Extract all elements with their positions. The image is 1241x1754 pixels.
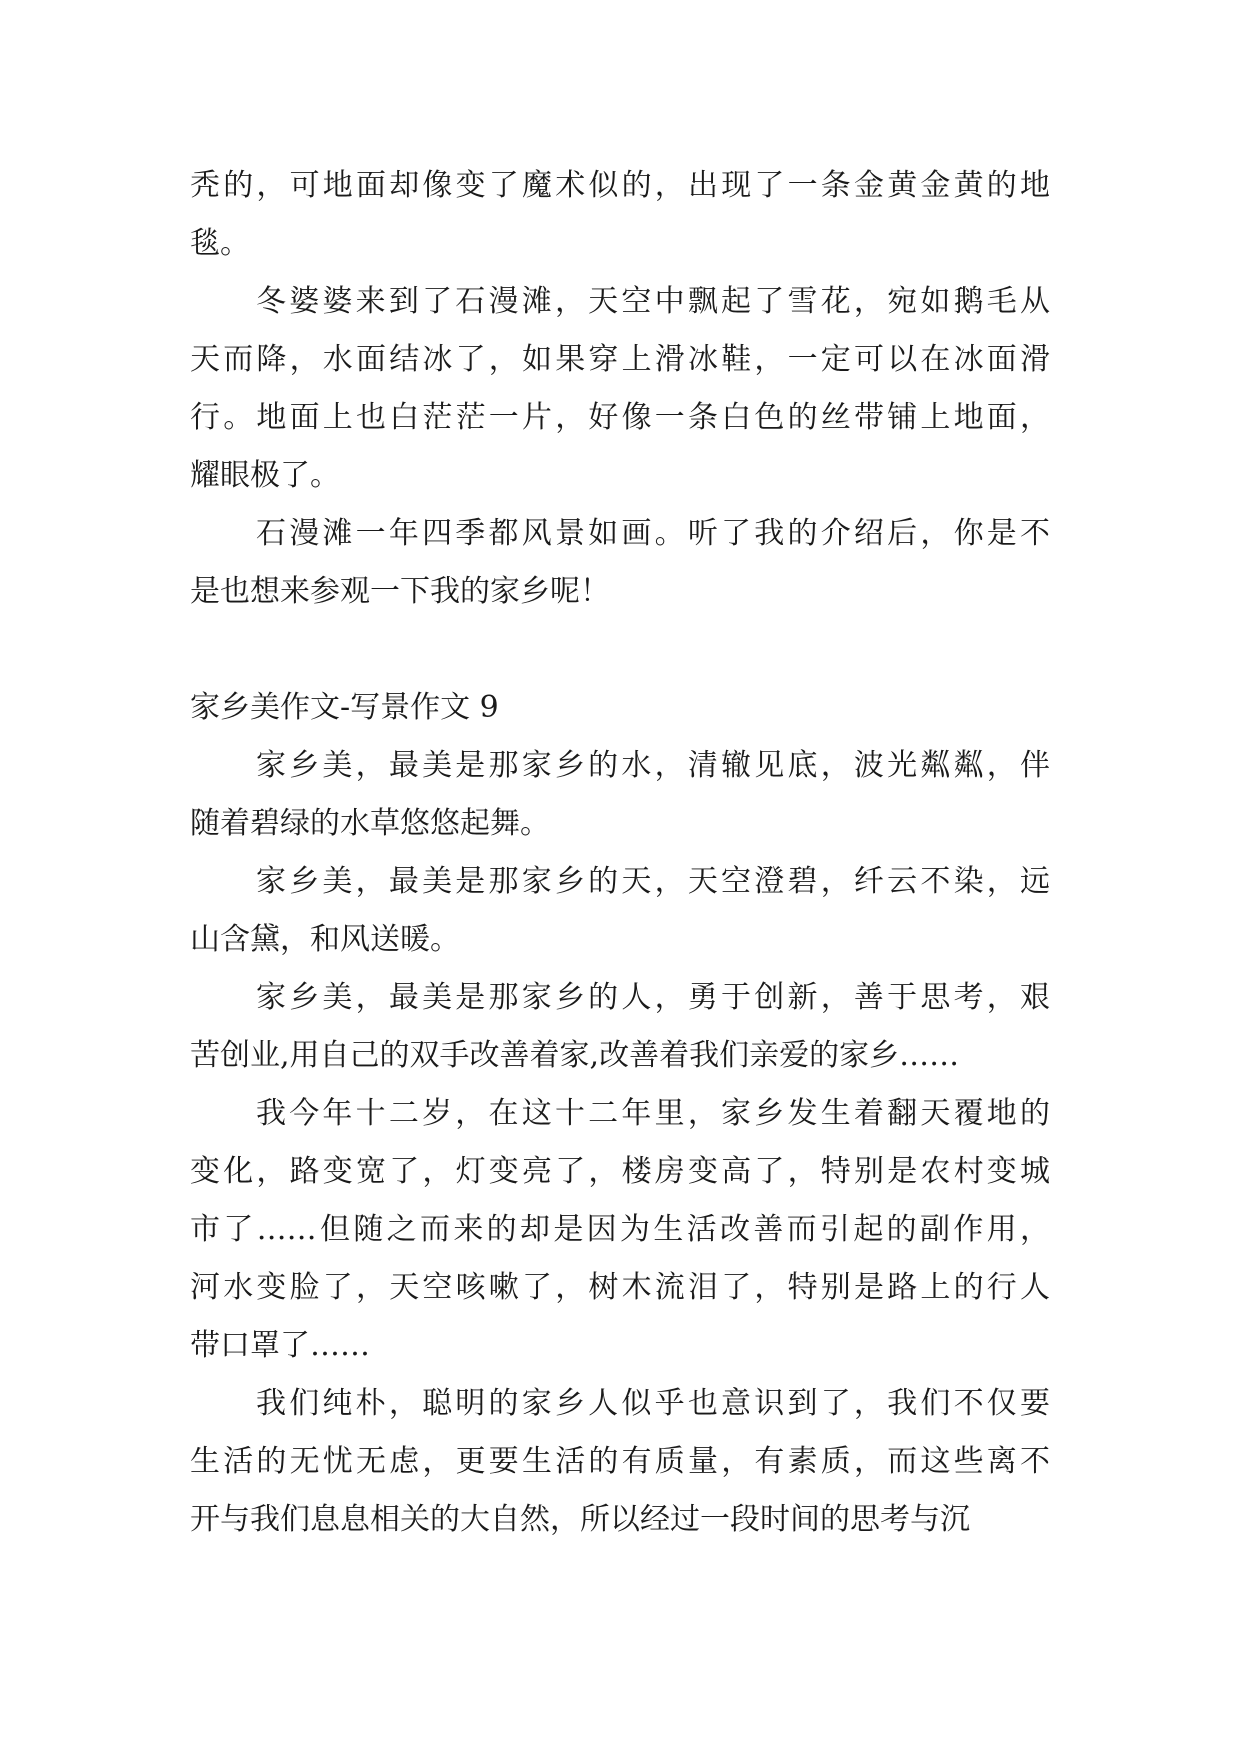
text-line: 生活的无忧无虑，更要生活的有质量，有素质，而这些离不 xyxy=(190,1444,1050,1479)
text-line: 山含黛，和风送暖。 xyxy=(190,922,460,957)
paragraph xyxy=(190,853,1050,969)
text-line: 家乡美，最美是那家乡的水，清辙见底，波光粼粼，伴 xyxy=(256,748,1050,783)
text-line: 带口罩了…… xyxy=(190,1328,370,1363)
paragraph xyxy=(190,273,1050,505)
paragraph xyxy=(190,1375,1050,1549)
text-line: 行。地面上也白茫茫一片，好像一条白色的丝带铺上地面， xyxy=(190,400,1050,435)
section-gap xyxy=(190,621,1050,679)
paragraph xyxy=(190,737,1050,853)
section-heading: 家乡美作文-写景作文 9 xyxy=(190,690,499,725)
document-page xyxy=(190,157,1050,1549)
text-line: 变化，路变宽了，灯变亮了，楼房变高了，特别是农村变城 xyxy=(190,1154,1050,1189)
text-line: 耀眼极了。 xyxy=(190,458,340,493)
paragraphs-before xyxy=(190,157,1050,621)
text-line: 冬婆婆来到了石漫滩，天空中飘起了雪花，宛如鹅毛从 xyxy=(256,284,1050,319)
text-line: 石漫滩一年四季都风景如画。听了我的介绍后，你是不 xyxy=(256,516,1050,551)
paragraph xyxy=(190,505,1050,621)
text-line: 河水变脸了，天空咳嗽了，树木流泪了，特别是路上的行人 xyxy=(190,1270,1050,1305)
paragraphs-after xyxy=(190,737,1050,1549)
paragraph xyxy=(190,157,1050,273)
paragraph xyxy=(190,1085,1050,1375)
text-line: 随着碧绿的水草悠悠起舞。 xyxy=(190,806,550,841)
text-line: 毯。 xyxy=(190,226,250,261)
text-line: 是也想来参观一下我的家乡呢！ xyxy=(190,574,610,609)
text-line: 家乡美，最美是那家乡的天，天空澄碧，纤云不染，远 xyxy=(256,864,1050,899)
text-line: 我今年十二岁，在这十二年里，家乡发生着翻天覆地的 xyxy=(256,1096,1050,1131)
text-line: 苦创业,用自己的双手改善着家,改善着我们亲爱的家乡…… xyxy=(190,1038,960,1073)
text-line: 开与我们息息相关的大自然，所以经过一段时间的思考与沉 xyxy=(190,1502,970,1537)
text-line: 秃的，可地面却像变了魔术似的，出现了一条金黄金黄的地 xyxy=(190,168,1050,203)
text-line: 市了……但随之而来的却是因为生活改善而引起的副作用， xyxy=(190,1212,1050,1247)
text-line: 家乡美，最美是那家乡的人，勇于创新，善于思考，艰 xyxy=(256,980,1050,1015)
paragraph xyxy=(190,969,1050,1085)
text-line: 天而降，水面结冰了，如果穿上滑冰鞋，一定可以在冰面滑 xyxy=(190,342,1050,377)
text-line: 我们纯朴，聪明的家乡人似乎也意识到了，我们不仅要 xyxy=(256,1386,1050,1421)
